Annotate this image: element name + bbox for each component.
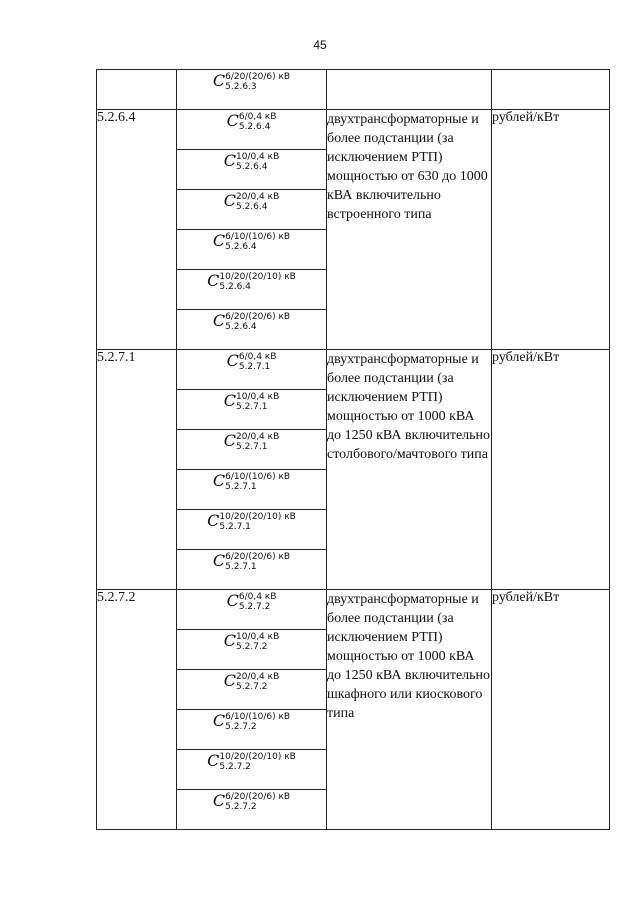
rate-formula: [224, 631, 280, 652]
rate-formula-cell: [177, 710, 327, 750]
rate-formula: [227, 111, 277, 132]
formula-symbol: C: [223, 431, 236, 450]
rate-formula-cell: [177, 390, 327, 430]
unit-cell: рублей/кВт: [492, 590, 610, 830]
formula-subscript: 5.2.6.4: [225, 242, 257, 253]
formula-superscript: 10/20/(20/10) кВ: [219, 752, 296, 763]
formula-superscript: 6/20/(20/6) кВ: [225, 72, 291, 83]
formula-symbol: C: [212, 311, 226, 330]
formula-subscript: 5.2.7.2: [235, 642, 268, 653]
formula-subscript: 5.2.7.1: [225, 482, 257, 493]
rate-formula: [227, 351, 277, 372]
formula-subscript: 5.2.7.1: [219, 522, 251, 533]
formula-symbol: C: [212, 231, 226, 250]
rate-formula: [224, 191, 280, 212]
formula-subscript: 5.2.6.4: [235, 162, 268, 173]
formula-symbol: C: [223, 631, 236, 650]
formula-symbol: C: [223, 671, 236, 690]
formula-superscript: 6/20/(20/6) кВ: [225, 792, 291, 803]
formula-subscript: 5.2.6.4: [225, 322, 257, 333]
table-row: [97, 70, 610, 110]
formula-subscript: 5.2.6.4: [235, 202, 268, 213]
formula-symbol: C: [226, 351, 239, 370]
rate-formula: [207, 511, 296, 532]
formula-superscript: 20/0,4 кВ: [235, 432, 280, 443]
rate-formula-cell: [177, 190, 327, 230]
unit-cell: рублей/кВт: [492, 110, 610, 350]
rate-formula-cell: [177, 150, 327, 190]
formula-superscript: 6/20/(20/6) кВ: [225, 312, 291, 323]
formula-superscript: 10/20/(20/10) кВ: [219, 272, 296, 283]
item-code-cell: 5.2.7.1: [97, 350, 177, 590]
formula-superscript: 10/20/(20/10) кВ: [219, 512, 296, 523]
rate-formula-cell: [177, 790, 327, 830]
item-description-cell: двухтрансформаторные и более подстанции (за исключением РТП) мощностью от 1000 кВА до 1250 кВА включительно шкафного или киоскового типа: [327, 590, 492, 830]
formula-superscript: 6/20/(20/6) кВ: [225, 552, 291, 563]
rate-formula: [224, 431, 280, 452]
rate-formula: [224, 391, 280, 412]
item-description-cell: двухтрансформаторные и более подстанции (за исключением РТП) мощностью от 1000 кВА до 1250 кВА включительно столбового/мачтового типа: [327, 350, 492, 590]
rate-formula-cell: [177, 590, 327, 630]
rate-formula-cell: [177, 750, 327, 790]
tariff-table: [96, 69, 610, 830]
rate-formula: [224, 671, 280, 692]
formula-symbol: C: [212, 71, 226, 90]
formula-superscript: 6/10/(10/6) кВ: [225, 712, 291, 723]
page-number: 45: [313, 38, 327, 52]
formula-subscript: 5.2.7.2: [225, 802, 257, 813]
formula-subscript: 5.2.6.3: [225, 82, 257, 93]
rate-formula-cell: [177, 510, 327, 550]
rate-formula-cell: [177, 270, 327, 310]
rate-formula-cell: [177, 430, 327, 470]
formula-subscript: 5.2.7.2: [219, 762, 251, 773]
formula-symbol: C: [207, 511, 220, 530]
formula-superscript: 6/10/(10/6) кВ: [225, 232, 291, 243]
formula-symbol: C: [223, 151, 236, 170]
formula-subscript: 5.2.7.2: [225, 722, 257, 733]
formula-superscript: 6/0,4 кВ: [238, 112, 277, 123]
rate-formula: [213, 551, 290, 572]
item-description-cell: двухтрансформаторные и более подстанции (за исключением РТП) мощностью от 630 до 1000 кВА включительно встроенного типа: [327, 110, 492, 350]
formula-superscript: 6/10/(10/6) кВ: [225, 472, 291, 483]
rate-formula: [213, 71, 290, 92]
formula-symbol: C: [207, 751, 220, 770]
formula-subscript: 5.2.7.1: [235, 442, 268, 453]
rate-formula: [213, 791, 290, 812]
rate-formula: [213, 471, 290, 492]
rate-formula: [207, 751, 296, 772]
formula-subscript: 5.2.7.1: [235, 402, 268, 413]
formula-symbol: C: [226, 111, 239, 130]
rate-formula-cell: [177, 110, 327, 150]
formula-superscript: 10/0,4 кВ: [235, 392, 280, 403]
rate-formula-cell: [177, 670, 327, 710]
unit-cell: [492, 70, 610, 110]
formula-superscript: 10/0,4 кВ: [235, 632, 280, 643]
formula-subscript: 5.2.6.4: [238, 122, 271, 133]
rate-formula-cell: [177, 350, 327, 390]
rate-formula: [227, 591, 277, 612]
formula-symbol: C: [212, 471, 226, 490]
rate-formula: [213, 231, 290, 252]
table-row: [97, 590, 610, 630]
table-row: [97, 110, 610, 150]
formula-superscript: 20/0,4 кВ: [235, 672, 280, 683]
formula-superscript: 6/0,4 кВ: [238, 592, 277, 603]
formula-subscript: 5.2.7.1: [225, 562, 257, 573]
formula-subscript: 5.2.6.4: [219, 282, 251, 293]
item-code-cell: 5.2.7.2: [97, 590, 177, 830]
formula-subscript: 5.2.7.2: [235, 682, 268, 693]
formula-subscript: 5.2.7.1: [238, 362, 271, 373]
formula-symbol: C: [226, 591, 239, 610]
item-code-cell: [97, 70, 177, 110]
formula-symbol: C: [212, 551, 226, 570]
rate-formula: [213, 311, 290, 332]
formula-symbol: C: [223, 391, 236, 410]
formula-superscript: 10/0,4 кВ: [235, 152, 280, 163]
tariff-table-body: [97, 70, 610, 830]
formula-symbol: C: [212, 711, 226, 730]
unit-cell: рублей/кВт: [492, 350, 610, 590]
rate-formula: [224, 151, 280, 172]
item-description-cell: [327, 70, 492, 110]
formula-subscript: 5.2.7.2: [238, 602, 271, 613]
formula-superscript: 20/0,4 кВ: [235, 192, 280, 203]
item-code-cell: 5.2.6.4: [97, 110, 177, 350]
formula-symbol: C: [207, 271, 220, 290]
rate-formula-cell: [177, 630, 327, 670]
rate-formula-cell: [177, 310, 327, 350]
rate-formula: [213, 711, 290, 732]
rate-formula-cell: [177, 550, 327, 590]
formula-symbol: C: [223, 191, 236, 210]
rate-formula-cell: [177, 470, 327, 510]
formula-symbol: C: [212, 791, 226, 810]
rate-formula-cell: [177, 230, 327, 270]
table-row: [97, 350, 610, 390]
formula-superscript: 6/0,4 кВ: [238, 352, 277, 363]
rate-formula-cell: [177, 70, 327, 110]
rate-formula: [207, 271, 296, 292]
